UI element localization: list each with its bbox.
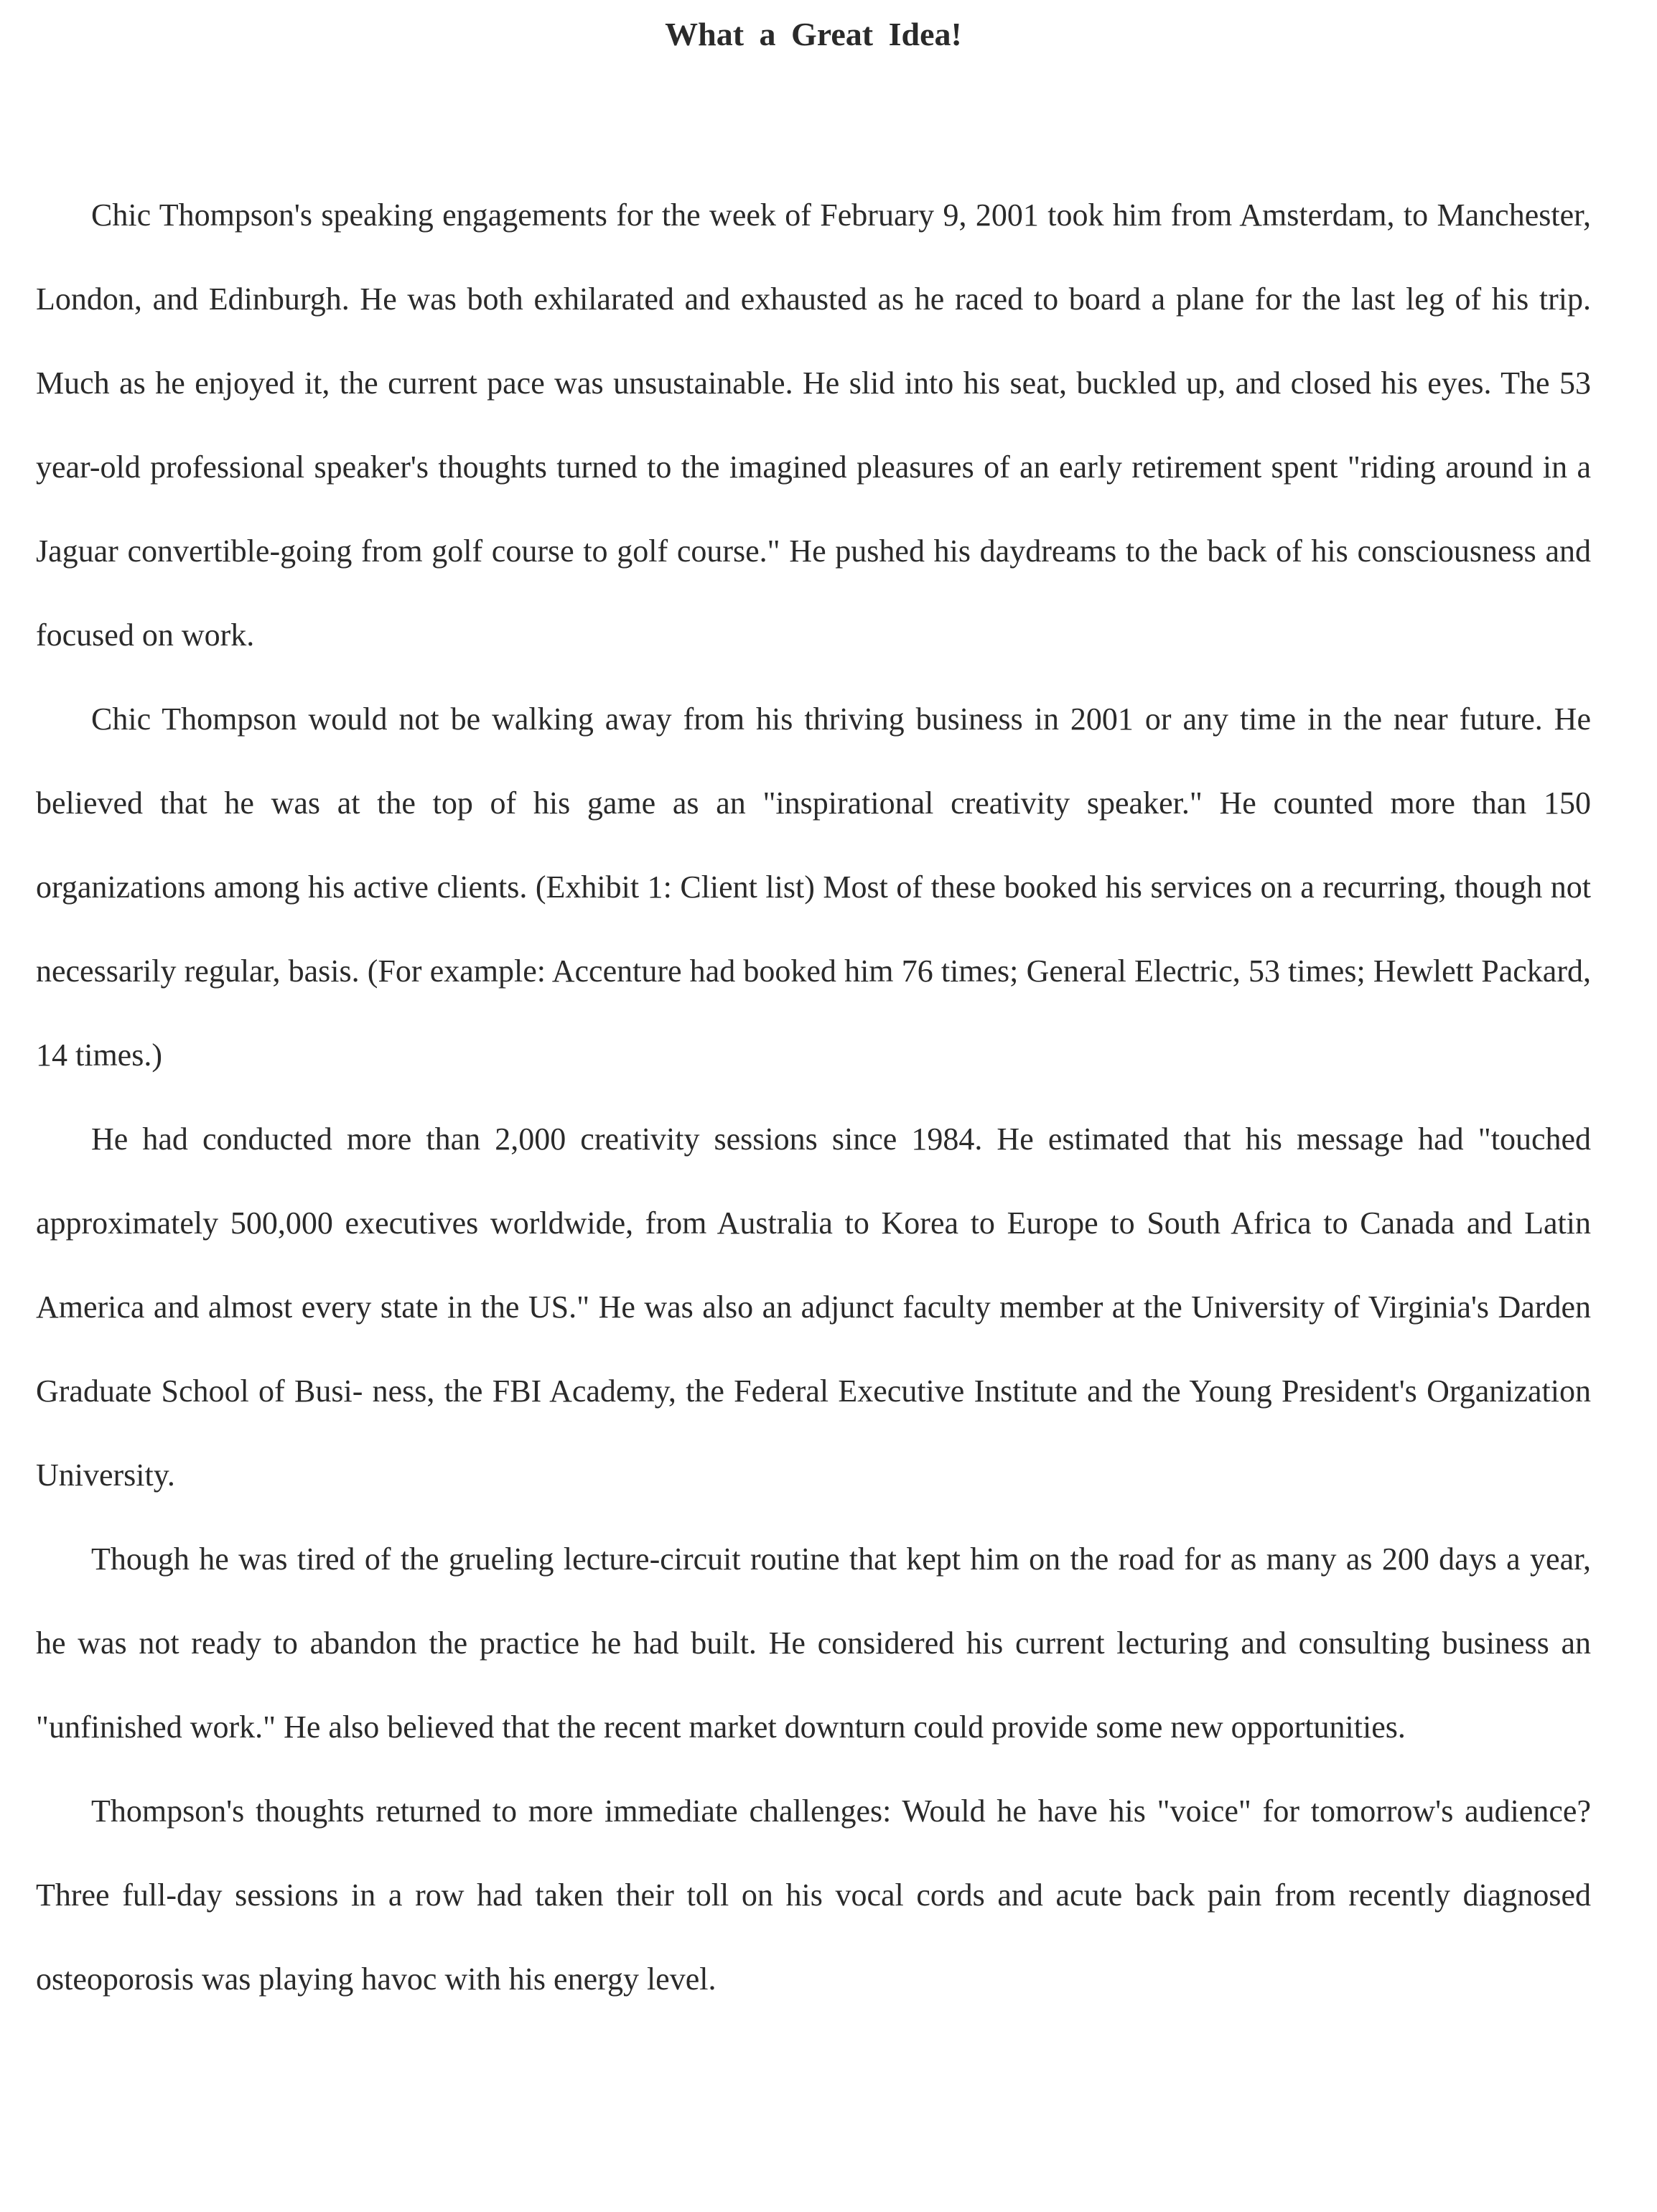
paragraph-5: Thompson's thoughts returned to more immediate challenges: Would he have his "voice" for tomorrow's audience? Three full-day sessions in a row had taken their toll on his vocal cords and acute back pain from recently diagnosed osteoporosis was playing havoc with his energy level. [36,1793,1591,1997]
document-body [36,173,1591,2021]
paragraph-4: Though he was tired of the grueling lecture-circuit routine that kept him on the road for as many as 200 days a year, he was not ready to abandon the practice he had built. He considered his current lecturing and consulting business an "unfinished work." He also believed that the recent market downturn could provide some new opportunities. [36,1541,1591,1745]
document-title: What a Great Idea! [665,16,962,52]
document-page [36,0,1591,2212]
paragraph-3: He had conducted more than 2,000 creativity sessions since 1984. He estimated that his message had "touched approximately 500,000 executives worldwide, from Australia to Korea to Europe to South Africa to Canada and Latin America and almost every state in the US." He was also an adjunct faculty member at the University of Virginia's Darden Graduate School of Busi- ness, the FBI Academy, the Federal Executive Institute and the Young President's Organization University. [36,1121,1591,1493]
paragraph-2: Chic Thompson would not be walking away from his thriving business in 2001 or any time in the near future. He believed that he was at the top of his game as an "inspirational creativity speaker." He counted more than 150 organizations among his active clients. (Exhibit 1: Client list) Most of these booked his services on a recurring, though not necessarily regular, basis. (For example: Accenture had booked him 76 times; General Electric, 53 times; Hewlett Packard, 14 times.) [36,701,1591,1073]
paragraph-1: Chic Thompson's speaking engagements for the week of February 9, 2001 took him from Amsterdam, to Manchester, London, and Edinburgh. He was both exhilarated and exhausted as he raced to board a plane for the last leg of his trip. Much as he enjoyed it, the current pace was unsustainable. He slid into his seat, buckled up, and closed his eyes. The 53 year-old professional speaker's thoughts turned to the imagined pleasures of an early retirement spent "riding around in a Jaguar convertible-going from golf course to golf course." He pushed his daydreams to the back of his consciousness and focused on work. [36,197,1591,653]
